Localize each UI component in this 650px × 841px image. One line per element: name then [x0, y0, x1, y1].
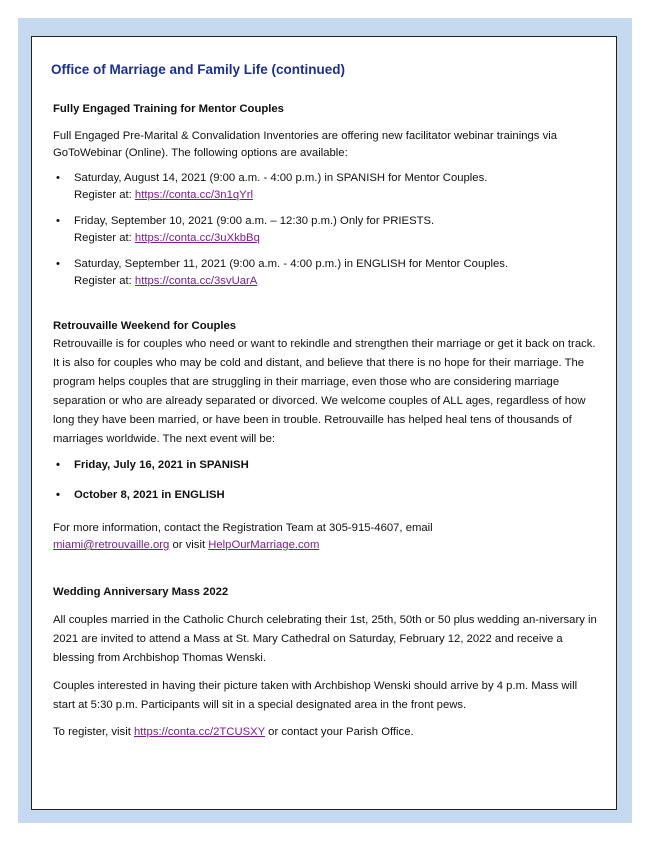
document-page — [31, 36, 617, 810]
retrouvaille-body: Retrouvaille is for couples who need or want to rekindle and strengthen their marriage or get it back on track. It is also for couples who may be cold and distant, and believe that there is no hope for their marriage. The program helps couples that are struggling in their marriage, even those who are considering marriage separation or who are already separated or divorced. We welcome couples of ALL ages, regardless of how long they have been married, or have been in trouble. Retrouvaille has helped heal tens of thousands of marriages worldwide. The next event will be: — [53, 338, 596, 445]
anniversary-register-link[interactable]: https://conta.cc/2TCUSXY — [134, 726, 266, 738]
training-option — [53, 170, 601, 204]
email-link[interactable]: miami@retrouvaille.org — [53, 539, 170, 551]
register-link[interactable]: https://conta.cc/3n1qYrl — [134, 189, 253, 201]
anniversary-heading: Wedding Anniversary Mass 2022 — [53, 586, 229, 598]
document-content — [53, 101, 601, 741]
retrouvaille-events — [53, 457, 601, 504]
register-label: Register at: — [74, 275, 135, 287]
retrouvaille-heading: Retrouvaille Weekend for Couples — [53, 320, 237, 332]
register-prefix: To register, visit — [53, 726, 134, 738]
register-link[interactable]: https://conta.cc/3uXkbBq — [134, 232, 260, 244]
register-link[interactable]: https://conta.cc/3svUarA — [134, 275, 258, 287]
contact-text: For more information, contact the Registration Team at 305-915-4607, email — [53, 522, 433, 534]
anniversary-paragraph-2: Couples interested in having their picture taken with Archbishop Wenski should arrive by 4 p.m. Mass will start at 5:30 p.m. Participants will sit in a special designated area in the front pews. — [53, 680, 578, 711]
page-title: Office of Marriage and Family Life (continued) — [51, 62, 346, 77]
event-item: • Friday, July 16, 2021 in SPANISH — [53, 457, 601, 474]
website-link[interactable]: HelpOurMarriage.com — [208, 539, 320, 551]
retrouvaille-contact — [53, 520, 601, 554]
event-item: • October 8, 2021 in ENGLISH — [53, 487, 601, 504]
training-option — [53, 213, 601, 247]
training-intro: Full Engaged Pre-Marital & Convalidation Inventories are offering new facilitator webinar trainings via GoToWebinar (Online). The following options are available: — [53, 130, 558, 159]
anniversary-register — [53, 724, 601, 741]
option-text: Friday, September 10, 2021 (9:00 a.m. – 12:30 p.m.) Only for PRIESTS. — [74, 215, 435, 227]
training-heading: Fully Engaged Training for Mentor Couples — [53, 103, 284, 115]
training-option — [53, 256, 601, 290]
option-text: Saturday, August 14, 2021 (9:00 a.m. - 4:00 p.m.) in SPANISH for Mentor Couples. — [74, 172, 488, 184]
option-text: Saturday, September 11, 2021 (9:00 a.m. - 4:00 p.m.) in ENGLISH for Mentor Couples. — [74, 258, 509, 270]
training-options — [53, 170, 601, 290]
anniversary-paragraph-1: All couples married in the Catholic Church celebrating their 1st, 25th, 50th or 50 plus wedding an-niversary in 2021 are invited to attend a Mass at St. Mary Cathedral on Saturday, February 12, 2022 and receive a blessing from Archbishop Thomas Wenski. — [53, 614, 597, 664]
register-label: Register at: — [74, 189, 135, 201]
register-suffix: or contact your Parish Office. — [265, 726, 414, 738]
register-label: Register at: — [74, 232, 135, 244]
or-visit-text: or visit — [169, 539, 209, 551]
